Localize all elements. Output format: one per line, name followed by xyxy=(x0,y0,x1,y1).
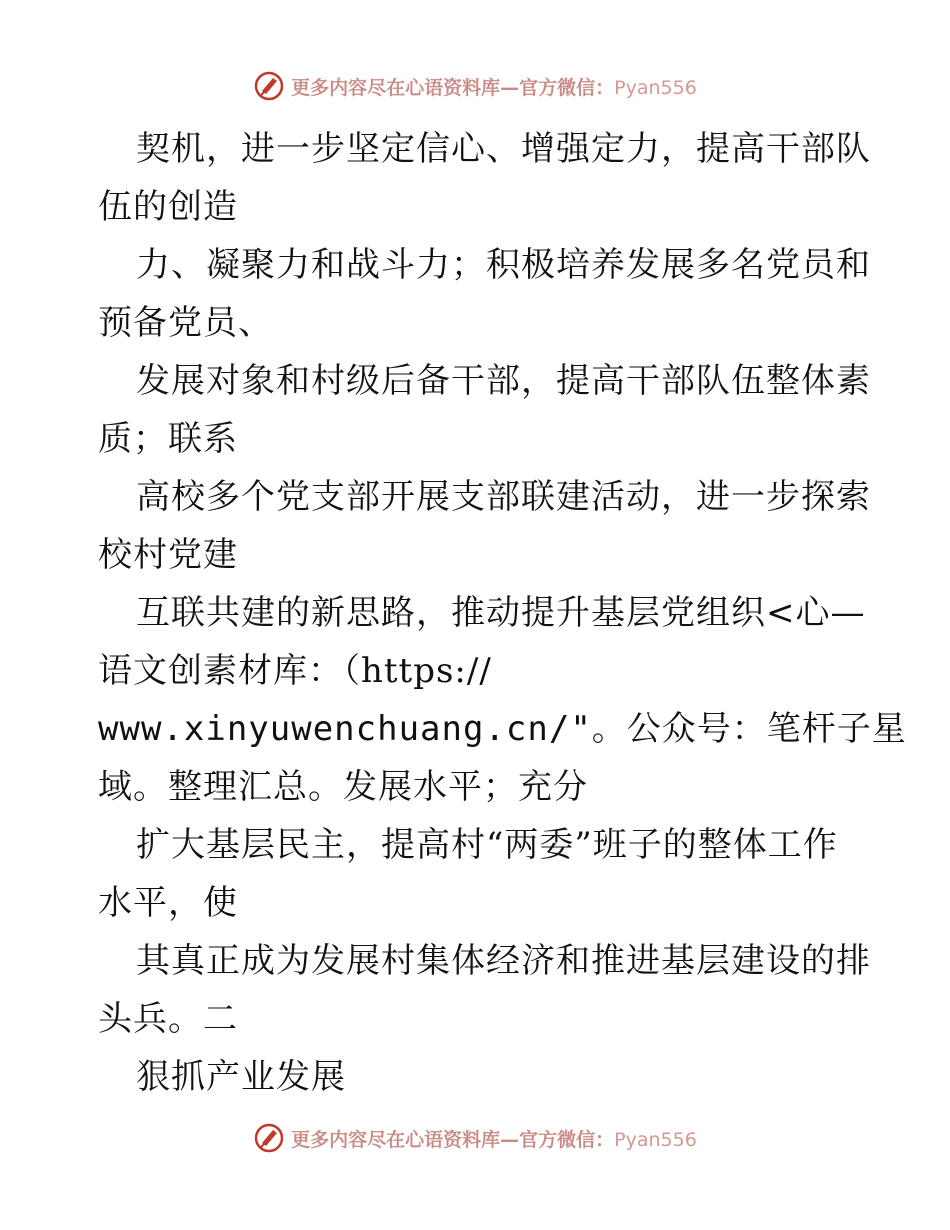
brand-logo-icon xyxy=(253,70,285,102)
body-line: 其真正成为发展村集体经济和推进基层建设的排 xyxy=(136,941,871,981)
brand-logo-icon xyxy=(253,1122,285,1154)
header-banner xyxy=(0,70,950,102)
footer-banner-text xyxy=(291,1125,697,1152)
body-line: 伍的创造 xyxy=(98,187,238,227)
body-line: 头兵。二 xyxy=(98,999,238,1039)
footer-banner-id: Pyan556 xyxy=(614,1128,697,1151)
body-line: 水平，使 xyxy=(98,883,238,923)
body-line: 高校多个党支部开展支部联建活动，进一步探索 xyxy=(136,477,871,517)
document-body xyxy=(98,120,907,1106)
body-line: 预备党员、 xyxy=(98,303,273,343)
body-line: 域。整理汇总。发展水平；充分 xyxy=(98,767,588,807)
body-line-url: www.xinyuwenchuang.cn/"。公众号：笔杆子星 xyxy=(98,709,907,749)
body-line: 契机，进一步坚定信心、增强定力，提高干部队 xyxy=(136,129,871,169)
body-line: 互联共建的新思路，推动提升基层党组织<心— xyxy=(136,593,866,633)
body-line: 扩大基层民主，提高村“两委”班子的整体工作 xyxy=(136,825,838,865)
body-line: 校村党建 xyxy=(98,535,238,575)
header-banner-text xyxy=(291,73,697,100)
body-line: 语文创素材库：（https:// xyxy=(98,651,492,691)
header-banner-cn: 更多内容尽在心语资料库—官方微信： xyxy=(291,76,615,99)
footer-banner-cn: 更多内容尽在心语资料库—官方微信： xyxy=(291,1128,615,1151)
header-banner-id: Pyan556 xyxy=(614,76,697,99)
body-line: 发展对象和村级后备干部，提高干部队伍整体素 xyxy=(136,361,871,401)
footer-banner xyxy=(0,1122,950,1154)
body-line: 力、凝聚力和战斗力；积极培养发展多名党员和 xyxy=(136,245,871,285)
body-line: 狠抓产业发展 xyxy=(136,1057,346,1097)
body-line: 质；联系 xyxy=(98,419,238,459)
